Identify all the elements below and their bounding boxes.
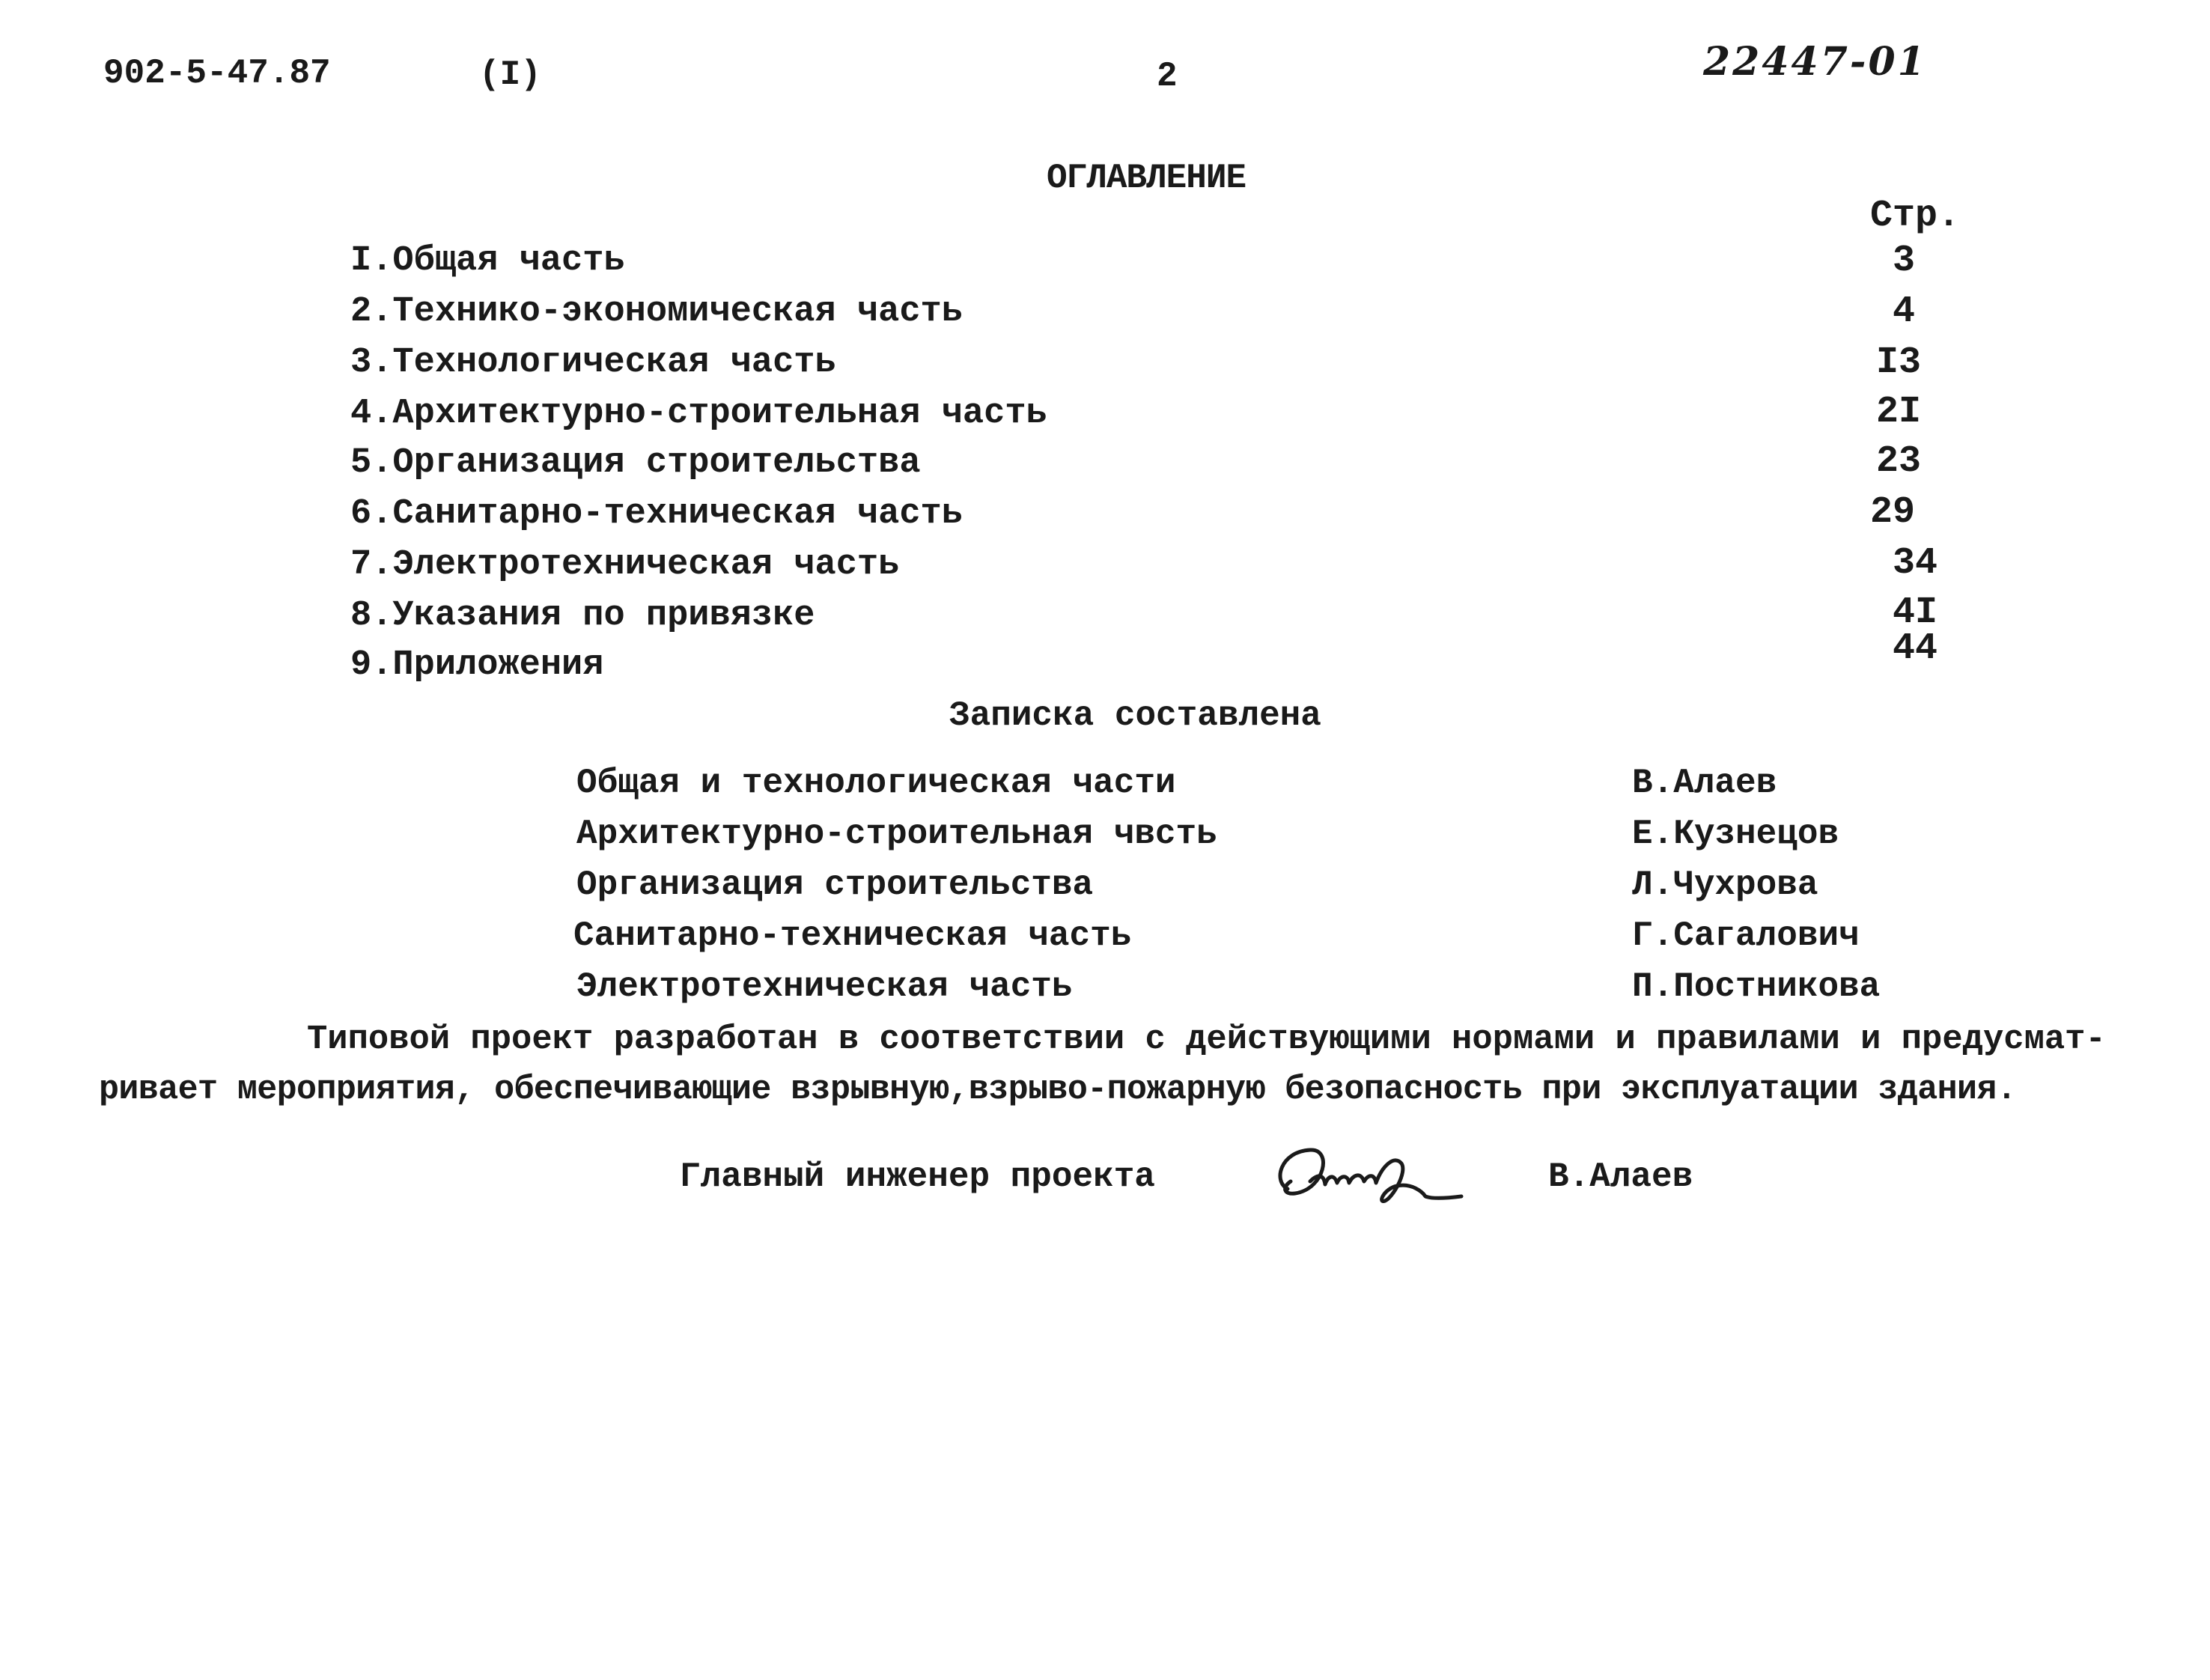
author-section: Архитектурно-строительная чвсть [576,815,1217,853]
toc-item-page: 2I [1876,391,1922,433]
toc-title: ОГЛАВЛЕНИЕ [1047,159,1246,198]
author-name: Л.Чухрова [1632,865,1818,904]
toc-item-page: 4 [1893,290,1916,333]
toc-item-label: 4.Архитектурно-строительная часть [350,394,1047,433]
author-name: Г.Сагалович [1632,916,1860,955]
statement-line-2: ривает мероприятия, обеспечивающие взрывную,взрыво-пожарную безопасность при эксплуатации здания. [99,1071,2017,1109]
toc-item-page: 44 [1893,627,1938,670]
toc-item-page: 4I [1893,591,1938,634]
toc-item-page: I3 [1876,341,1922,384]
toc-item-label: 8.Указания по привязке [350,596,815,636]
toc-item-page: 29 [1870,491,1916,534]
author-name: Е.Кузнецов [1632,815,1839,853]
toc-item-label: 5.Организация строительства [350,443,921,483]
signature [1265,1136,1482,1219]
toc-item-label: 9.Приложения [350,645,604,685]
authors-heading: Записка составлена [949,696,1321,735]
page-number: 2 [1157,57,1178,96]
toc-page-column-label: Стр. [1870,195,1961,237]
doc-code: 902-5-47.87 [103,54,331,93]
toc-item-label: 6.Санитарно-техническая часть [350,494,963,534]
author-section: Санитарно-техническая часть [573,916,1132,955]
author-name: В.Алаев [1632,764,1777,803]
toc-item-label: 2.Технико-экономическая часть [350,292,963,332]
toc-item-label: 3.Технологическая часть [350,343,836,383]
toc-item-page: 34 [1893,542,1938,585]
author-section: Электротехническая часть [576,967,1073,1006]
statement-line-1: Типовой проект разработан в соответствии с действующими нормами и правилами и предусмат- [307,1020,2106,1059]
toc-item-label: 7.Электротехническая часть [350,545,900,585]
toc-item-page: 3 [1893,240,1916,282]
toc-item-label: I.Общая часть [350,241,625,281]
inventory-number: 22447-01 [1703,39,1927,85]
author-section: Организация строительства [576,865,1094,904]
volume-number: (I) [479,55,541,94]
signoff-role: Главный инженер проекта [680,1157,1155,1196]
author-name: П.Постникова [1632,967,1881,1006]
signoff-name: В.Алаев [1548,1157,1693,1196]
toc-item-page: 23 [1876,440,1922,483]
author-section: Общая и технологическая части [576,764,1176,803]
